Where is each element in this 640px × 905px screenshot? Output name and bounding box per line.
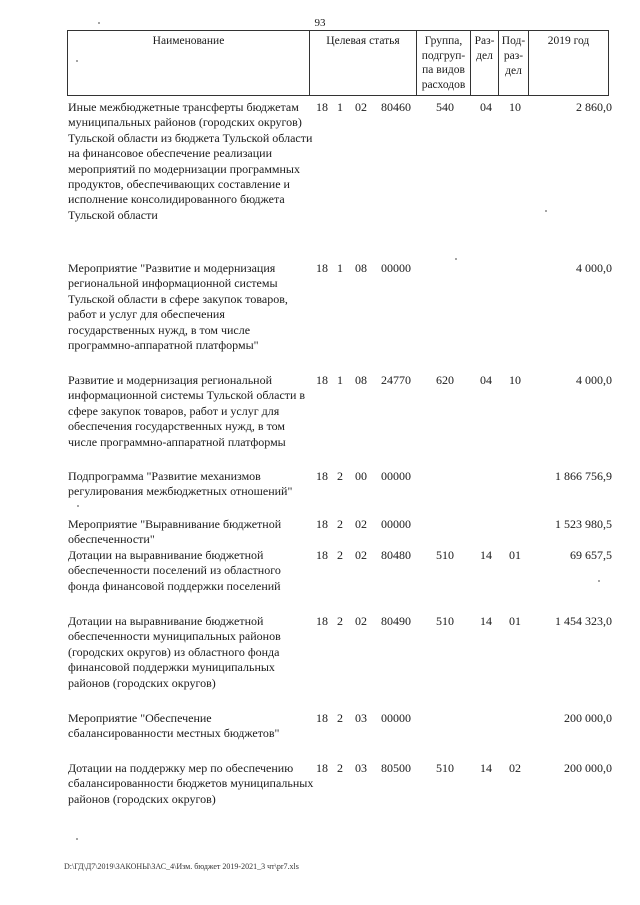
row-c1: 18 — [316, 761, 328, 775]
row-c2: 1 — [337, 373, 343, 387]
row-c4: 80480 — [381, 548, 411, 562]
row-c1: 18 — [316, 517, 328, 531]
row-c3: 08 — [355, 373, 367, 387]
row-subsection: 10 — [509, 373, 521, 387]
row-c3: 02 — [355, 517, 367, 531]
scan-speck — [76, 838, 78, 840]
header-subsection-line: Под- — [501, 35, 526, 47]
row-section: 04 — [480, 100, 492, 114]
header-group-line: расходов — [421, 78, 466, 91]
row-c4: 80500 — [381, 761, 411, 775]
row-c3: 02 — [355, 548, 367, 562]
header-group-line: па видов — [422, 64, 465, 76]
row-c2: 2 — [337, 517, 343, 531]
row-c2: 2 — [337, 761, 343, 775]
row-amount: 2 860,0 — [576, 100, 612, 114]
row-amount: 4 000,0 — [576, 261, 612, 275]
row-c2: 1 — [337, 261, 343, 275]
row-c1: 18 — [316, 548, 328, 562]
row-c4: 00000 — [381, 261, 411, 275]
row-c3: 03 — [355, 761, 367, 775]
header-group-line: подгруп- — [421, 49, 466, 62]
table-header — [67, 30, 609, 96]
row-section: 04 — [480, 373, 492, 387]
header-target-article-cell — [310, 31, 417, 95]
row-amount: 1 523 980,5 — [555, 517, 612, 531]
row-group: 510 — [436, 614, 454, 628]
row-c1: 18 — [316, 261, 328, 275]
row-c3: 02 — [355, 614, 367, 628]
header-name-cell — [68, 31, 310, 95]
row-section: 14 — [480, 548, 492, 562]
scan-speck — [545, 210, 547, 212]
row-c1: 18 — [316, 100, 328, 114]
row-subsection: 02 — [509, 761, 521, 775]
row-c3: 02 — [355, 100, 367, 114]
scan-speck — [98, 22, 100, 24]
row-amount: 4 000,0 — [576, 373, 612, 387]
row-c2: 2 — [337, 711, 343, 725]
row-c4: 24770 — [381, 373, 411, 387]
row-amount: 1 454 323,0 — [555, 614, 612, 628]
header-subsection-line: раз- — [503, 50, 524, 62]
row-name: Дотации на выравнивание бюджетной обеспеченности муниципальных районов (городских округов) из областного фонда финансовой поддержки муниципальных районов (городских округов) — [68, 614, 281, 690]
header-target-article: Целевая статья — [326, 35, 400, 47]
row-name: Дотации на выравнивание бюджетной обеспеченности поселений из областного фонда финансовой поддержки поселений — [68, 548, 281, 593]
row-name: Развитие и модернизация региональной информационной системы Тульской области в сфере закупок товаров, работ и услуг для обеспечения государственных нужд, в том числе программно-аппаратной платформы — [68, 373, 306, 449]
row-subsection: 01 — [509, 548, 521, 562]
row-name: Мероприятие "Выравнивание бюджетной обеспеченности" — [68, 517, 282, 547]
row-subsection: 01 — [509, 614, 521, 628]
header-year-cell — [529, 31, 608, 95]
row-name: Подпрограмма "Развитие механизмов регулирования межбюджетных отношений" — [68, 469, 293, 499]
row-c2: 1 — [337, 100, 343, 114]
row-amount: 200 000,0 — [564, 761, 612, 775]
header-name: Наименование — [152, 35, 225, 47]
row-c4: 00000 — [381, 517, 411, 531]
scan-speck — [76, 60, 78, 62]
row-section: 14 — [480, 761, 492, 775]
header-subsection-line: дел — [505, 65, 522, 77]
row-c1: 18 — [316, 469, 328, 483]
row-name: Дотации на поддержку мер по обеспечению сбалансированности бюджетов муниципальных районов (городских округов) — [68, 761, 314, 806]
row-c2: 2 — [337, 548, 343, 562]
row-group: 540 — [436, 100, 454, 114]
row-c4: 00000 — [381, 469, 411, 483]
row-name: Мероприятие "Обеспечение сбалансированности местных бюджетов" — [68, 711, 280, 741]
row-c1: 18 — [316, 711, 328, 725]
row-subsection: 10 — [509, 100, 521, 114]
scan-speck — [77, 505, 79, 507]
header-section-line: дел — [476, 50, 493, 62]
file-path-footer: D:\ГД\Д7\2019\ЗАКОНЫ\ЗАС_4\Изм. бюджет 2019-2021_3 чт\pr7.xls — [64, 862, 299, 871]
row-c4: 80490 — [381, 614, 411, 628]
row-group: 510 — [436, 761, 454, 775]
header-section-line: Раз- — [474, 35, 495, 47]
row-name: Иные межбюджетные трансферты бюджетам муниципальных районов (городских округов) Тульской области из бюджета Тульской области на финансовое обеспечение реализации мероприятий по модернизации программных продуктов, обеспечивающих составление и исполнение консолидированного бюджета Тульской области — [68, 100, 313, 222]
row-amount: 69 657,5 — [570, 548, 612, 562]
header-section-cell — [471, 31, 499, 95]
row-name: Мероприятие "Развитие и модернизация региональной информационной системы Тульской области в сфере закупок товаров, работ и услуг для обеспечения государственных нужд, в том числе программно-аппаратной платформы" — [68, 261, 288, 353]
row-c3: 00 — [355, 469, 367, 483]
header-group-cell — [417, 31, 471, 95]
row-c3: 08 — [355, 261, 367, 275]
row-c1: 18 — [316, 614, 328, 628]
row-group: 620 — [436, 373, 454, 387]
row-c3: 03 — [355, 711, 367, 725]
row-c2: 2 — [337, 614, 343, 628]
scan-speck — [598, 580, 600, 582]
row-group: 510 — [436, 548, 454, 562]
row-c2: 2 — [337, 469, 343, 483]
row-c1: 18 — [316, 373, 328, 387]
row-amount: 1 866 756,9 — [555, 469, 612, 483]
row-amount: 200 000,0 — [564, 711, 612, 725]
scan-speck — [455, 258, 457, 260]
row-section: 14 — [480, 614, 492, 628]
header-year: 2019 год — [547, 35, 590, 47]
row-c4: 80460 — [381, 100, 411, 114]
header-group-line: Группа, — [424, 35, 463, 47]
header-subsection-cell — [499, 31, 529, 95]
row-c4: 00000 — [381, 711, 411, 725]
page-number: 93 — [314, 17, 326, 29]
